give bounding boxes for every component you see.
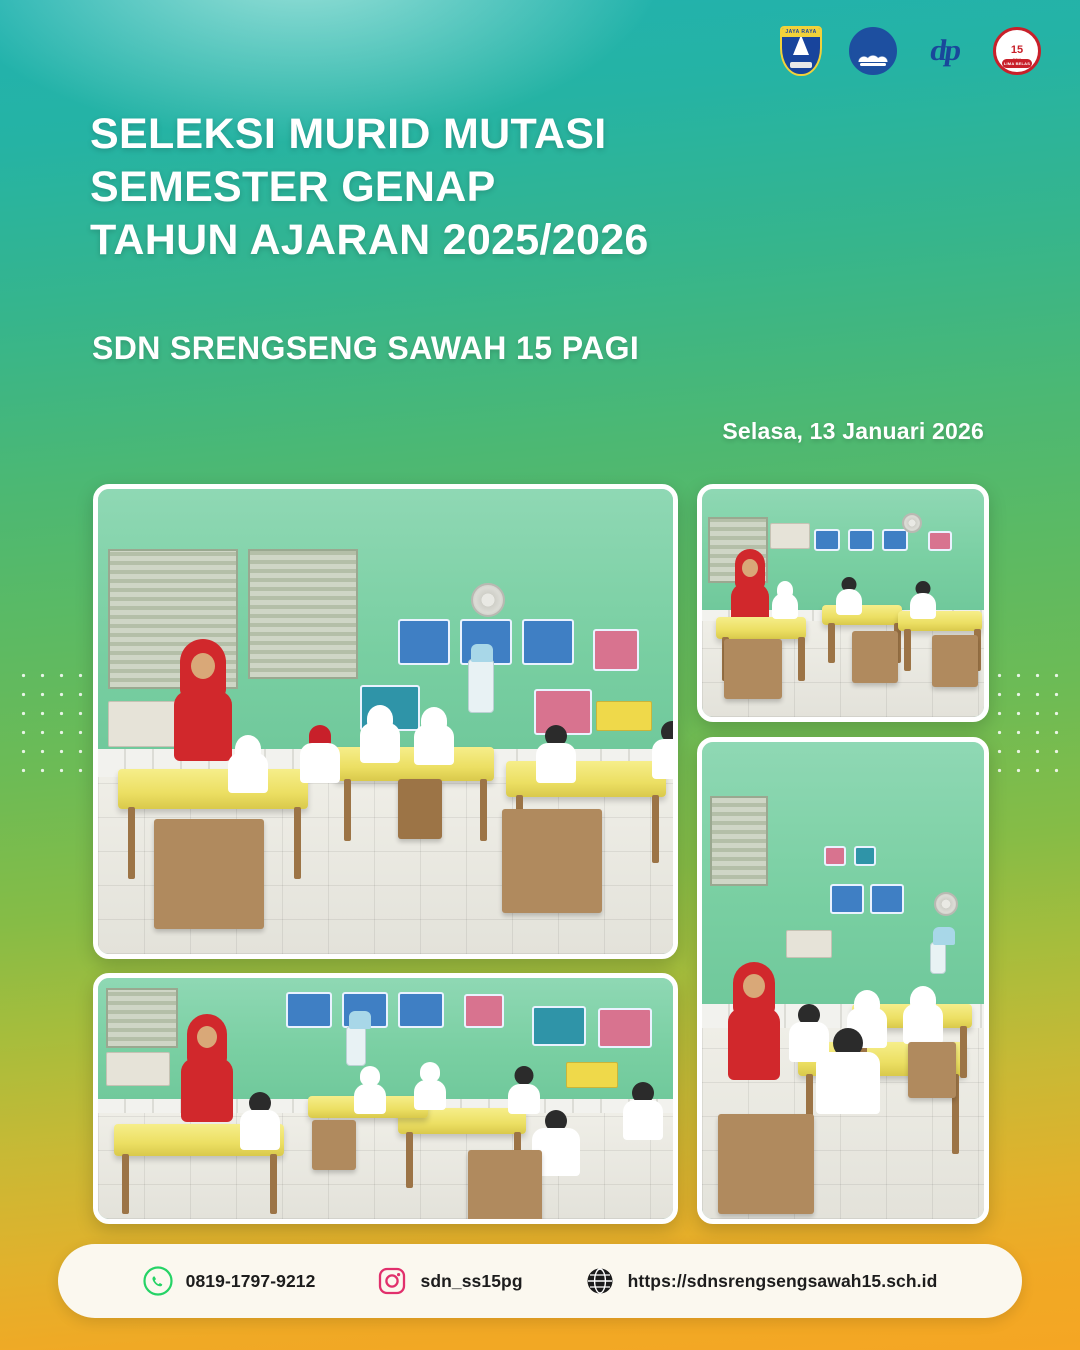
jakarta-emblem-band: JAYA RAYA xyxy=(782,28,820,37)
classroom-photo-top-right xyxy=(697,484,989,722)
contact-footer xyxy=(58,1244,1022,1318)
classroom-photo-bottom-left xyxy=(93,973,678,1224)
headline-line-3: TAHUN AJARAN 2025/2026 xyxy=(90,215,649,264)
whatsapp-icon xyxy=(143,1266,173,1296)
school-name-subtitle: SDN SRENGSENG SAWAH 15 PAGI xyxy=(92,330,640,366)
whatsapp-number: 0819-1797-9212 xyxy=(185,1270,316,1291)
event-date: Selasa, 13 Januari 2026 xyxy=(722,418,984,444)
headline-line-1: SELEKSI MURID MUTASI xyxy=(90,110,607,158)
headline-line-2: SEMESTER GENAP xyxy=(90,162,496,211)
contact-whatsapp[interactable] xyxy=(143,1266,316,1296)
contact-instagram[interactable] xyxy=(377,1266,522,1296)
globe-icon xyxy=(585,1266,615,1296)
instagram-icon xyxy=(377,1266,407,1296)
contact-website[interactable] xyxy=(585,1266,938,1296)
disdik-monogram-text: dp xyxy=(928,34,963,67)
classroom-photo-main xyxy=(93,484,678,959)
instagram-handle: sdn_ss15pg xyxy=(420,1270,523,1291)
school-crest-band: LIMA BELAS xyxy=(1003,61,1031,66)
classroom-photo-bottom-right xyxy=(697,737,989,1224)
website-url: https://sdnsrengsengsawah15.sch.id xyxy=(627,1270,938,1291)
school-crest-number: 15 xyxy=(1010,44,1024,56)
